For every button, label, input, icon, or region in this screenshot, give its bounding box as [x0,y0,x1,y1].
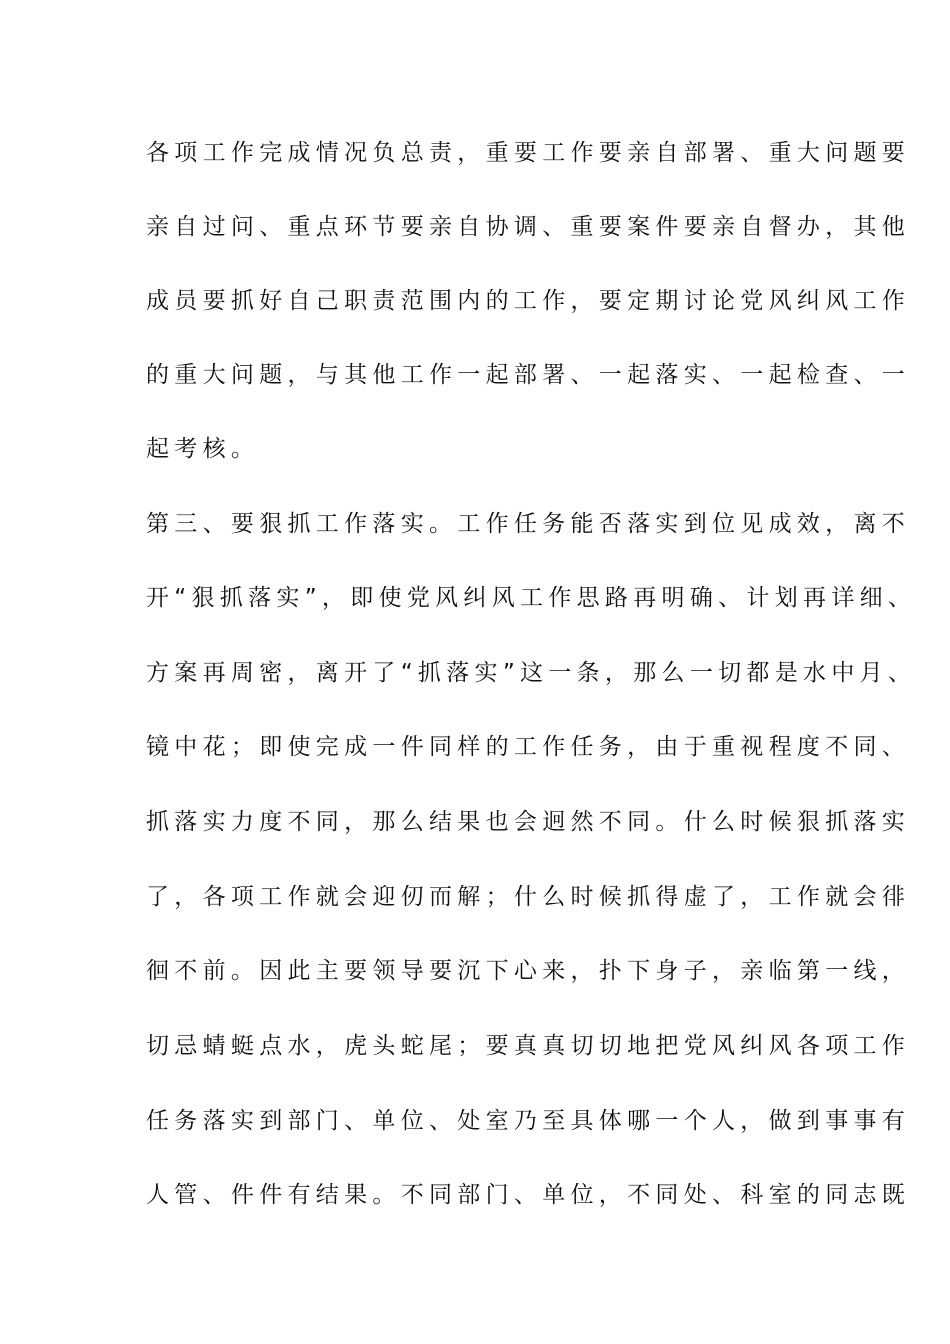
text-line: 的重大问题，与其他工作一起部署、一起落实、一起检查、一 [146,362,911,388]
text-line: 徊不前。因此主要领导要沉下心来，扑下身子，亲临第一线， [146,958,911,984]
text-line: 开“狠抓落实”，即使党风纠风工作思路再明确、计划再详细、 [146,585,917,611]
text-line: 亲自过问、重点环节要亲自协调、重要案件要亲自督办，其他 [146,214,911,240]
text-line: 人管、件件有结果。不同部门、单位，不同处、科室的同志既 [146,1182,911,1208]
text-line: 各项工作完成情况负总责，重要工作要亲自部署、重大问题要 [146,140,911,166]
text-line: 抓落实力度不同，那么结果也会迥然不同。什么时候狠抓落实 [146,809,911,835]
text-line: 起考核。 [146,436,260,462]
text-line: 任务落实到部门、单位、处室乃至具体哪一个人，做到事事有 [146,1108,911,1134]
text-line: 切忌蜻蜓点水，虎头蛇尾；要真真切切地把党风纠风各项工作 [146,1033,911,1059]
text-line: 成员要抓好自己职责范围内的工作，要定期讨论党风纠风工作 [146,288,911,314]
text-line: 了，各项工作就会迎仞而解；什么时候抓得虚了，工作就会徘 [146,884,911,910]
text-line: 方案再周密，离开了“抓落实”这一条，那么一切都是水中月、 [146,660,917,686]
text-line: 第三、要狠抓工作落实。工作任务能否落实到位见成效，离不 [146,511,911,537]
text-line: 镜中花；即使完成一件同样的工作任务，由于重视程度不同、 [146,734,911,760]
